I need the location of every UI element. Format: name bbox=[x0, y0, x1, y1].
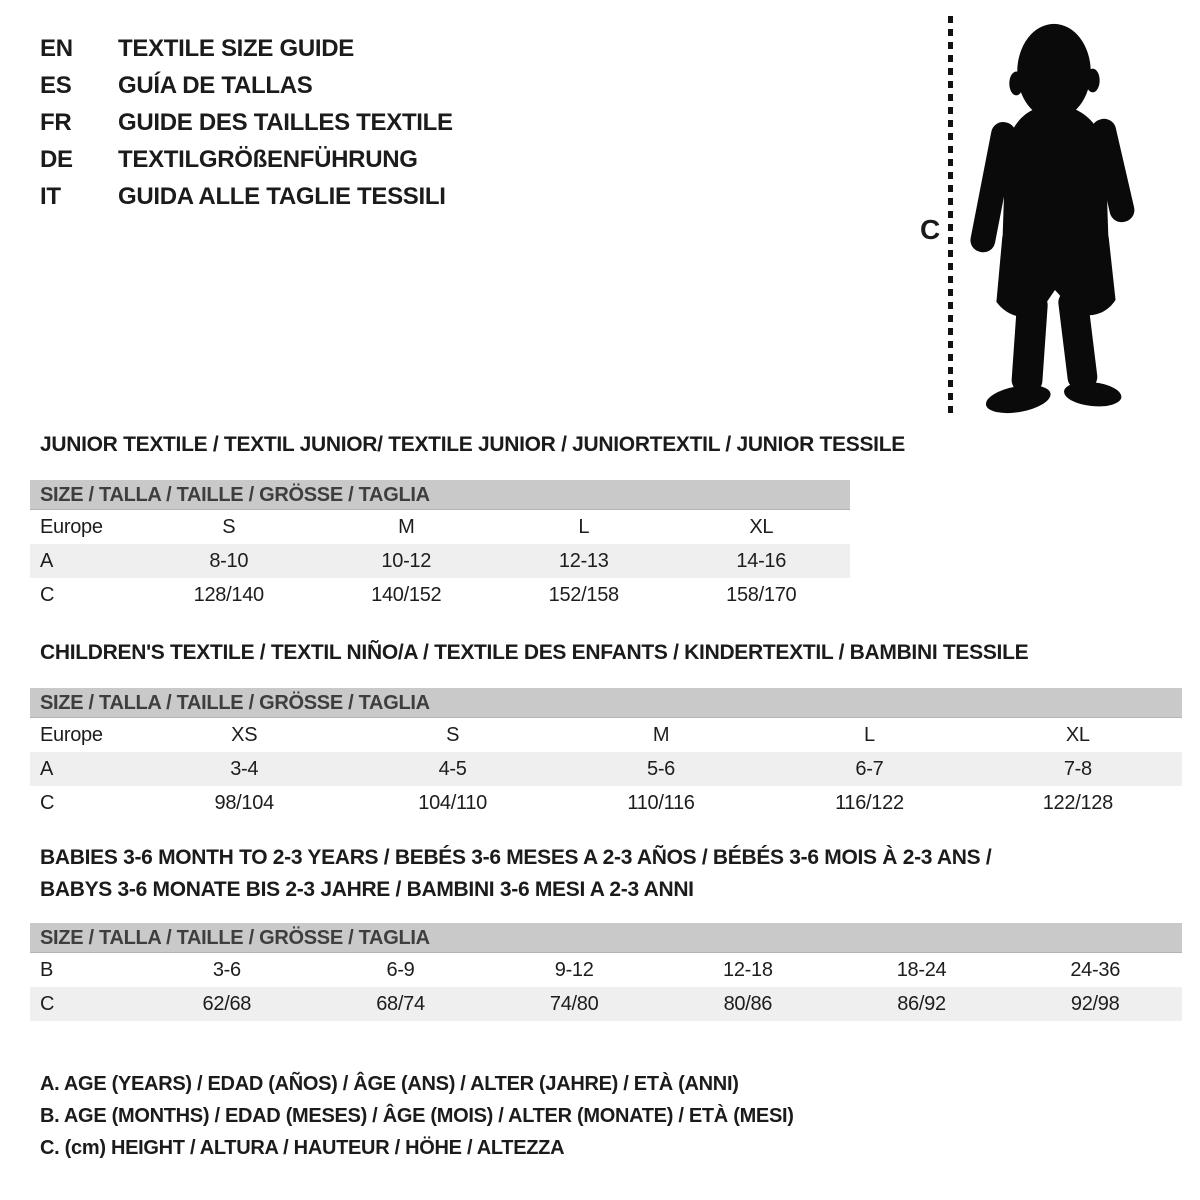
age-cell: 10-12 bbox=[381, 550, 432, 572]
height-cell: 140/152 bbox=[371, 584, 442, 606]
size-bar-header: SIZE / TALLA / TAILLE / GRÖSSE / TAGLIA bbox=[30, 480, 850, 510]
row-label: C bbox=[40, 792, 55, 814]
row-label: Europe bbox=[40, 724, 103, 746]
measurement-legend bbox=[40, 1068, 794, 1164]
age-cell: 6-7 bbox=[855, 758, 884, 780]
height-cell: 104/110 bbox=[418, 792, 487, 814]
size-bar-header: SIZE / TALLA / TAILLE / GRÖSSE / TAGLIA bbox=[30, 688, 1182, 718]
age-cell: 3-4 bbox=[230, 758, 259, 780]
language-row-it bbox=[40, 178, 453, 215]
legend-line-c: C. (cm) HEIGHT / ALTURA / HAUTEUR / HÖHE / ALTEZZA bbox=[40, 1137, 565, 1159]
size-cell: M bbox=[398, 516, 415, 538]
legend-line-a: A. AGE (YEARS) / EDAD (AÑOS) / ÂGE (ANS) / ALTER (JAHRE) / ETÀ (ANNI) bbox=[40, 1073, 739, 1095]
table-row-age bbox=[30, 752, 1182, 786]
language-code: DE bbox=[40, 146, 73, 173]
size-cell: M bbox=[652, 724, 670, 746]
language-title: GUIDA ALLE TAGLIE TESSILI bbox=[118, 183, 446, 210]
size-cell: XS bbox=[231, 724, 258, 746]
age-cell: 14-16 bbox=[736, 550, 787, 572]
toddler-silhouette-image bbox=[962, 10, 1142, 422]
age-cell: 5-6 bbox=[647, 758, 676, 780]
table-row-height bbox=[30, 786, 1182, 820]
height-cell: 98/104 bbox=[214, 792, 274, 814]
size-cell: XL bbox=[749, 516, 774, 538]
language-row-de bbox=[40, 141, 453, 178]
size-cell: L bbox=[578, 516, 590, 538]
row-label: C bbox=[40, 993, 55, 1015]
months-cell: 3-6 bbox=[212, 959, 241, 981]
height-cell: 74/80 bbox=[549, 993, 599, 1015]
age-cell: 4-5 bbox=[438, 758, 467, 780]
legend-line-b: B. AGE (MONTHS) / EDAD (MESES) / ÂGE (MOIS) / ALTER (MONATE) / ETÀ (MESI) bbox=[40, 1105, 794, 1127]
height-cell: 128/140 bbox=[193, 584, 264, 606]
language-row-fr bbox=[40, 104, 453, 141]
size-bar-header: SIZE / TALLA / TAILLE / GRÖSSE / TAGLIA bbox=[30, 923, 1182, 953]
section-title-children: CHILDREN'S TEXTILE / TEXTIL NIÑO/A / TEXTILE DES ENFANTS / KINDERTEXTIL / BAMBINI TESSILE bbox=[40, 641, 1029, 664]
row-label: C bbox=[40, 584, 55, 606]
age-cell: 12-13 bbox=[558, 550, 609, 572]
table-row-age bbox=[30, 544, 850, 578]
row-label: A bbox=[40, 550, 54, 572]
language-row-es bbox=[40, 67, 453, 104]
babies-size-table bbox=[30, 923, 1182, 1021]
language-title-list bbox=[40, 30, 453, 215]
table-row-height bbox=[30, 987, 1182, 1021]
height-cell: 86/92 bbox=[897, 993, 946, 1015]
height-cell: 110/116 bbox=[627, 792, 695, 814]
language-title: GUIDE DES TAILLES TEXTILE bbox=[118, 109, 453, 136]
height-measure-label: C bbox=[920, 214, 940, 245]
age-cell: 8-10 bbox=[209, 550, 249, 572]
language-code: IT bbox=[40, 183, 61, 210]
height-dashed-line bbox=[948, 16, 953, 418]
language-title: GUÍA DE TALLAS bbox=[118, 72, 313, 99]
table-row-months bbox=[30, 953, 1182, 987]
children-size-table bbox=[30, 688, 1182, 820]
junior-size-table bbox=[30, 480, 850, 612]
months-cell: 12-18 bbox=[723, 959, 773, 981]
size-cell: L bbox=[864, 724, 875, 746]
size-cell: S bbox=[446, 724, 460, 746]
height-cell: 68/74 bbox=[376, 993, 425, 1015]
height-cell: 116/122 bbox=[835, 792, 904, 814]
language-title: TEXTILE SIZE GUIDE bbox=[118, 35, 354, 62]
language-code: ES bbox=[40, 72, 72, 99]
height-cell: 80/86 bbox=[723, 993, 773, 1015]
months-cell: 9-12 bbox=[554, 959, 594, 981]
section-title-junior: JUNIOR TEXTILE / TEXTIL JUNIOR/ TEXTILE JUNIOR / JUNIORTEXTIL / JUNIOR TESSILE bbox=[40, 433, 905, 456]
months-cell: 18-24 bbox=[896, 959, 947, 981]
language-title: TEXTILGRÖßENFÜHRUNG bbox=[118, 146, 418, 173]
row-label: B bbox=[40, 959, 54, 981]
months-cell: 6-9 bbox=[386, 959, 415, 981]
table-row-europe bbox=[30, 718, 1182, 752]
height-cell: 122/128 bbox=[1042, 792, 1113, 814]
height-cell: 62/68 bbox=[202, 993, 252, 1015]
size-cell: XL bbox=[1065, 724, 1090, 746]
age-cell: 7-8 bbox=[1063, 758, 1092, 780]
height-cell: 152/158 bbox=[548, 584, 619, 606]
table-row-europe bbox=[30, 510, 850, 544]
language-code: EN bbox=[40, 35, 73, 62]
table-row-height bbox=[30, 578, 850, 612]
language-code: FR bbox=[40, 109, 72, 136]
row-label: Europe bbox=[40, 516, 103, 538]
size-cell: S bbox=[222, 516, 236, 538]
months-cell: 24-36 bbox=[1070, 959, 1121, 981]
row-label: A bbox=[40, 758, 54, 780]
language-row-en bbox=[40, 30, 453, 67]
section-title-babies-line2: BABYS 3-6 MONATE BIS 2-3 JAHRE / BAMBINI 3-6 MESI A 2-3 ANNI bbox=[40, 878, 694, 901]
height-cell: 158/170 bbox=[726, 584, 797, 606]
section-title-babies-line1: BABIES 3-6 MONTH TO 2-3 YEARS / BEBÉS 3-6 MESES A 2-3 AÑOS / BÉBÉS 3-6 MOIS À 2-3 ANS / bbox=[40, 846, 992, 869]
height-cell: 92/98 bbox=[1070, 993, 1120, 1015]
